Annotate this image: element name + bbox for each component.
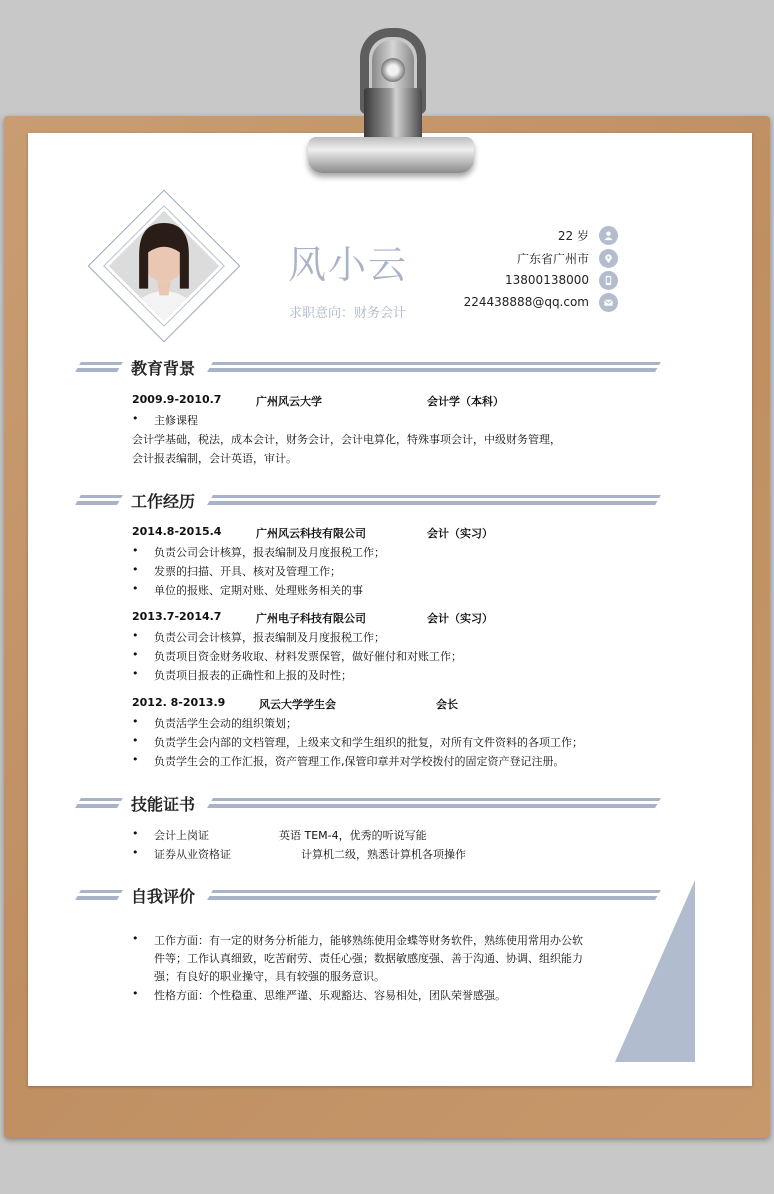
- work-item: • 负责活学生会动的组织策划；: [154, 715, 297, 731]
- location-pin-icon: [599, 249, 618, 268]
- section-education-title: 教育背景: [131, 359, 196, 378]
- email-text: 224438888@qq.com: [463, 295, 589, 309]
- candidate-name: 风小云: [288, 243, 409, 287]
- edu-date: 2009.9-2010.7: [132, 393, 222, 406]
- work-item: • 负责公司会计核算，报表编制及月度报税工作；: [154, 544, 385, 560]
- self-eval-line: 强；有良好的职业操守，具有较强的服务意识。: [154, 970, 385, 983]
- edu-courses-line2: 会计报表编制，会计英语，审计。: [132, 452, 297, 465]
- work-item: • 负责项目资金财务收取、材料发票保管，做好催付和对账工作；: [154, 648, 462, 664]
- contact-age: [558, 225, 618, 245]
- work-date: 2013.7-2014.7: [132, 610, 222, 623]
- work-item: • 负责公司会计核算，报表编制及月度报税工作；: [154, 629, 385, 645]
- person-icon: [599, 226, 618, 245]
- work-item: • 负责学生会内部的文档管理，上级来文和学生组织的批复，对所有文件资料的各项工作；: [154, 734, 583, 750]
- work-item: • 单位的报账、定期对账、处理账务相关的事: [154, 582, 363, 598]
- section-bar-right: [207, 890, 661, 900]
- section-bar-left: [75, 798, 123, 808]
- work-item: • 发票的扫描、开具、核对及管理工作；: [154, 563, 341, 579]
- section-education-header: [78, 358, 658, 380]
- section-self-title: 自我评价: [131, 887, 196, 906]
- binder-clip-body: [364, 88, 422, 140]
- binder-clip-rivet: [381, 58, 405, 82]
- binder-clip-base: [308, 137, 474, 173]
- work-role: 会长: [436, 698, 458, 711]
- work-date: 2012. 8-2013.9: [132, 696, 226, 709]
- job-intent: 求职意向：财务会计: [289, 306, 407, 321]
- section-self-header: [78, 886, 658, 908]
- section-skills-header: [78, 794, 658, 816]
- section-bar-left: [75, 495, 123, 505]
- skill-desc: 英语 TEM-4，优秀的听说写能: [279, 829, 427, 842]
- section-bar-right: [207, 495, 661, 505]
- age-text: 22 岁: [557, 228, 589, 243]
- skill-cert: • 会计上岗证: [154, 827, 209, 843]
- self-eval-line: • 性格方面：个性稳重、思维严谨、乐观豁达、容易相处，团队荣誉感强。: [154, 987, 506, 1003]
- work-date: 2014.8-2015.4: [132, 525, 222, 538]
- edu-major: 会计学（本科）: [427, 395, 504, 408]
- work-company: 广州电子科技有限公司: [256, 612, 366, 625]
- section-bar-left: [75, 890, 123, 900]
- phone-icon: [599, 271, 618, 290]
- section-bar-right: [207, 798, 661, 808]
- work-item: • 负责项目报表的正确性和上报的及时性；: [154, 667, 352, 683]
- section-work-title: 工作经历: [131, 492, 196, 511]
- work-company: 广州风云科技有限公司: [256, 527, 366, 540]
- section-bar-left: [75, 362, 123, 372]
- work-role: 会计（实习）: [427, 527, 493, 540]
- edu-courses-line1: 会计学基础，税法，成本会计，财务会计，会计电算化，特殊事项会计，中级财务管理，: [132, 433, 561, 446]
- section-bar-right: [207, 362, 661, 372]
- contact-phone: [505, 270, 618, 290]
- work-item: • 负责学生会的工作汇报，资产管理工作,保管印章并对学校拨付的固定资产登记注册。: [154, 753, 565, 769]
- edu-courses-label: • 主修课程: [154, 412, 198, 428]
- edu-school: 广州风云大学: [256, 395, 322, 408]
- skill-desc: 计算机二级，熟悉计算机各项操作: [301, 848, 466, 861]
- work-role: 会计（实习）: [427, 612, 493, 625]
- self-eval-line: 件等；工作认真细致，吃苦耐劳、责任心强；数据敏感度强、善于沟通、协调、组织能力: [154, 952, 583, 965]
- self-eval-line: • 工作方面：有一定的财务分析能力，能够熟练使用金蝶等财务软件，熟练使用常用办公软: [154, 932, 583, 948]
- location-text: 广东省广州市: [516, 251, 589, 266]
- work-company: 风云大学学生会: [259, 698, 336, 711]
- contact-location: [517, 248, 618, 268]
- section-work-header: [78, 491, 658, 513]
- section-skills-title: 技能证书: [131, 795, 196, 814]
- skill-cert: • 证券从业资格证: [154, 846, 231, 862]
- phone-text: 13800138000: [505, 273, 589, 287]
- contact-email: [464, 292, 618, 312]
- mail-icon: [599, 293, 618, 312]
